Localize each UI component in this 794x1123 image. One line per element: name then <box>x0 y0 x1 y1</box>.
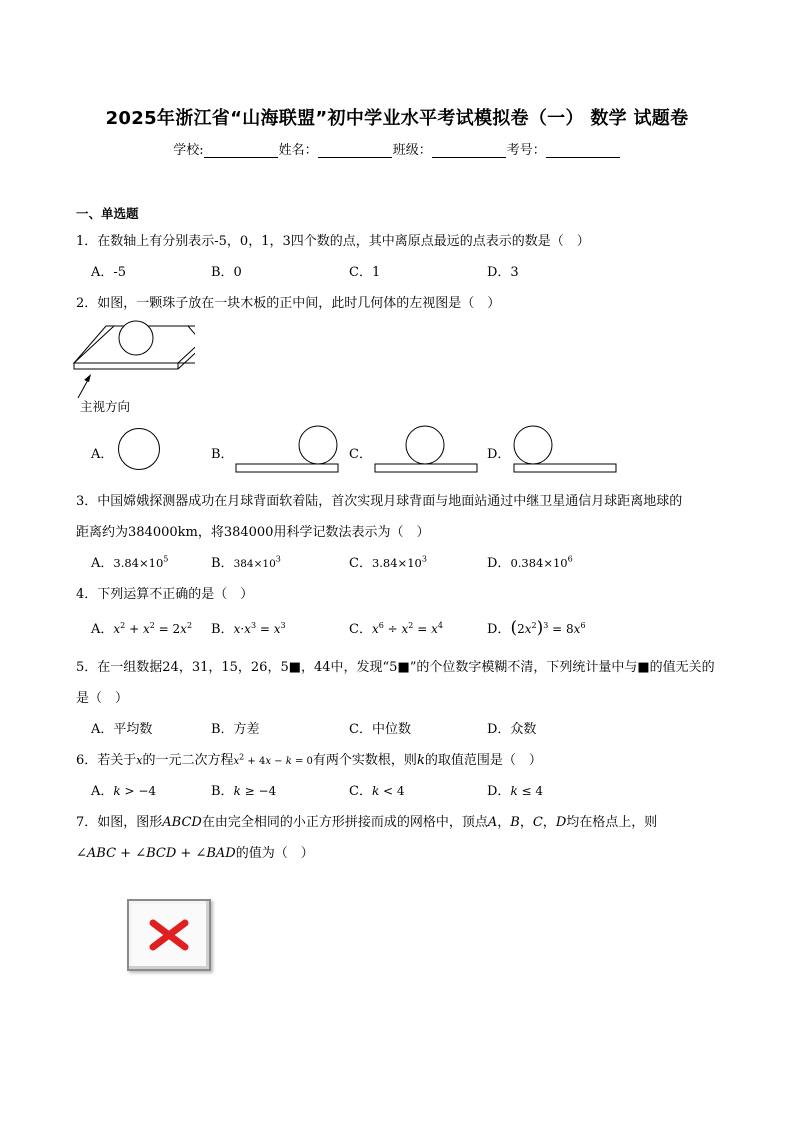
class-label: 班级： <box>392 143 432 158</box>
q2-option-b-figure[interactable] <box>234 424 340 474</box>
q7-stem-line1: 7．如图，图形ABCD在由完全相同的小正方形拼接而成的网格中，顶点A，B，C，D均在格点上，则 <box>76 815 658 830</box>
q2-option-a-figure[interactable] <box>116 427 162 471</box>
q2-stem: 2．如图，一颗珠子放在一块木板的正中间，此时几何体的左视图是（ ） <box>76 296 501 311</box>
option-b-board <box>236 464 338 472</box>
class-blank <box>432 143 506 158</box>
option-c-board <box>375 464 477 472</box>
q2-option-c-figure[interactable] <box>373 424 479 474</box>
q2-option-b-label[interactable]: B． <box>211 447 234 462</box>
q2-figure-board-bead <box>70 318 195 400</box>
q3-stem-line1: 3．中国嫦娥探测器成功在月球背面软着陆，首次实现月球背面与地面站通过中继卫星通信月球距离地球的 <box>76 494 683 509</box>
q5-stem-line2: 是（ ） <box>76 691 129 706</box>
q2-option-d-label[interactable]: D． <box>487 447 511 462</box>
q3-option-b[interactable]: B．$384\times 10^3$ <box>211 554 281 571</box>
q1-option-a[interactable]: A．-5 <box>91 265 127 280</box>
q6-option-d[interactable]: D．k ≤ 4 <box>487 784 544 799</box>
school-blank <box>204 143 278 158</box>
broken-image-placeholder <box>127 899 211 971</box>
number-label: 考号： <box>506 143 546 158</box>
q5-option-b[interactable]: B．方差 <box>211 722 260 737</box>
q4-stem: 4．下列运算不正确的是（ ） <box>76 587 254 602</box>
q5-option-a[interactable]: A．平均数 <box>91 722 153 737</box>
name-label: 姓名： <box>278 143 318 158</box>
page-title: 2025年浙江省“山海联盟”初中学业水平考试模拟卷（一） 数学 试题卷 <box>105 108 689 129</box>
q2-option-c-label[interactable]: C． <box>349 447 372 462</box>
option-b-circle <box>299 426 337 464</box>
q2-option-a-label[interactable]: A． <box>91 447 114 462</box>
q7-stem-line2: ∠ABC + ∠BCD + ∠BAD的值为（ ） <box>76 846 314 861</box>
number-blank <box>546 143 620 158</box>
q3-option-c[interactable]: C．$3.84\times 10^3$ <box>349 554 427 571</box>
q5-stem-line1: 5．在一组数据24，31，15，26，5■，44中，发现“5■”的个位数字模糊不清，下列统计量中与■的值无关的 <box>76 660 715 675</box>
broken-image-x-icon <box>129 901 209 969</box>
q6-option-b[interactable]: B．k ≥ −4 <box>211 784 277 799</box>
q1-option-d[interactable]: D．3 <box>487 265 519 280</box>
q3-option-a[interactable]: A．$3.84\times 10^5$ <box>91 554 169 571</box>
q4-option-c[interactable]: C．$x^6 \div x^2 = x^4$ <box>349 621 443 637</box>
q6-stem: 6．若关于x的一元二次方程$x^2 + 4x - k = 0$有两个实数根，则k的取值范围是（ ） <box>76 752 542 768</box>
option-a-circle <box>119 429 160 470</box>
section-heading: 一、单选题 <box>76 206 139 221</box>
option-c-circle <box>406 426 444 464</box>
q4-option-a[interactable]: A．$x^2 + x^2 = 2x^2$ <box>91 621 193 637</box>
q6-option-c[interactable]: C．k < 4 <box>349 784 405 799</box>
q1-option-c[interactable]: C．1 <box>349 265 381 280</box>
q6-option-a[interactable]: A．k > −4 <box>91 784 157 799</box>
option-d-circle <box>514 426 552 464</box>
q1-stem: 1．在数轴上有分别表示-5，0，1，3四个数的点，其中离原点最远的点表示的数是（ ） <box>76 234 590 249</box>
bead-circle <box>119 321 153 355</box>
q5-option-d[interactable]: D．众数 <box>487 722 537 737</box>
q2-option-d-figure[interactable] <box>512 424 618 474</box>
option-d-board <box>514 464 616 472</box>
student-info-line <box>0 139 794 158</box>
q5-option-c[interactable]: C．中位数 <box>349 722 411 737</box>
school-label: 学校: <box>173 143 204 158</box>
q4-option-b[interactable]: B．$x\cdot x^3 = x^3$ <box>211 621 286 637</box>
q1-option-b[interactable]: B．0 <box>211 265 242 280</box>
view-direction-label: 主视方向 <box>80 399 131 414</box>
name-blank <box>318 143 392 158</box>
q4-option-d[interactable]: D．$(2x^2)^3 = 8x^6$ <box>487 618 586 638</box>
q3-option-d[interactable]: D．$0.384\times 10^6$ <box>487 554 573 571</box>
q3-stem-line2: 距离约为384000km，将384000用科学记数法表示为（ ） <box>76 525 430 540</box>
